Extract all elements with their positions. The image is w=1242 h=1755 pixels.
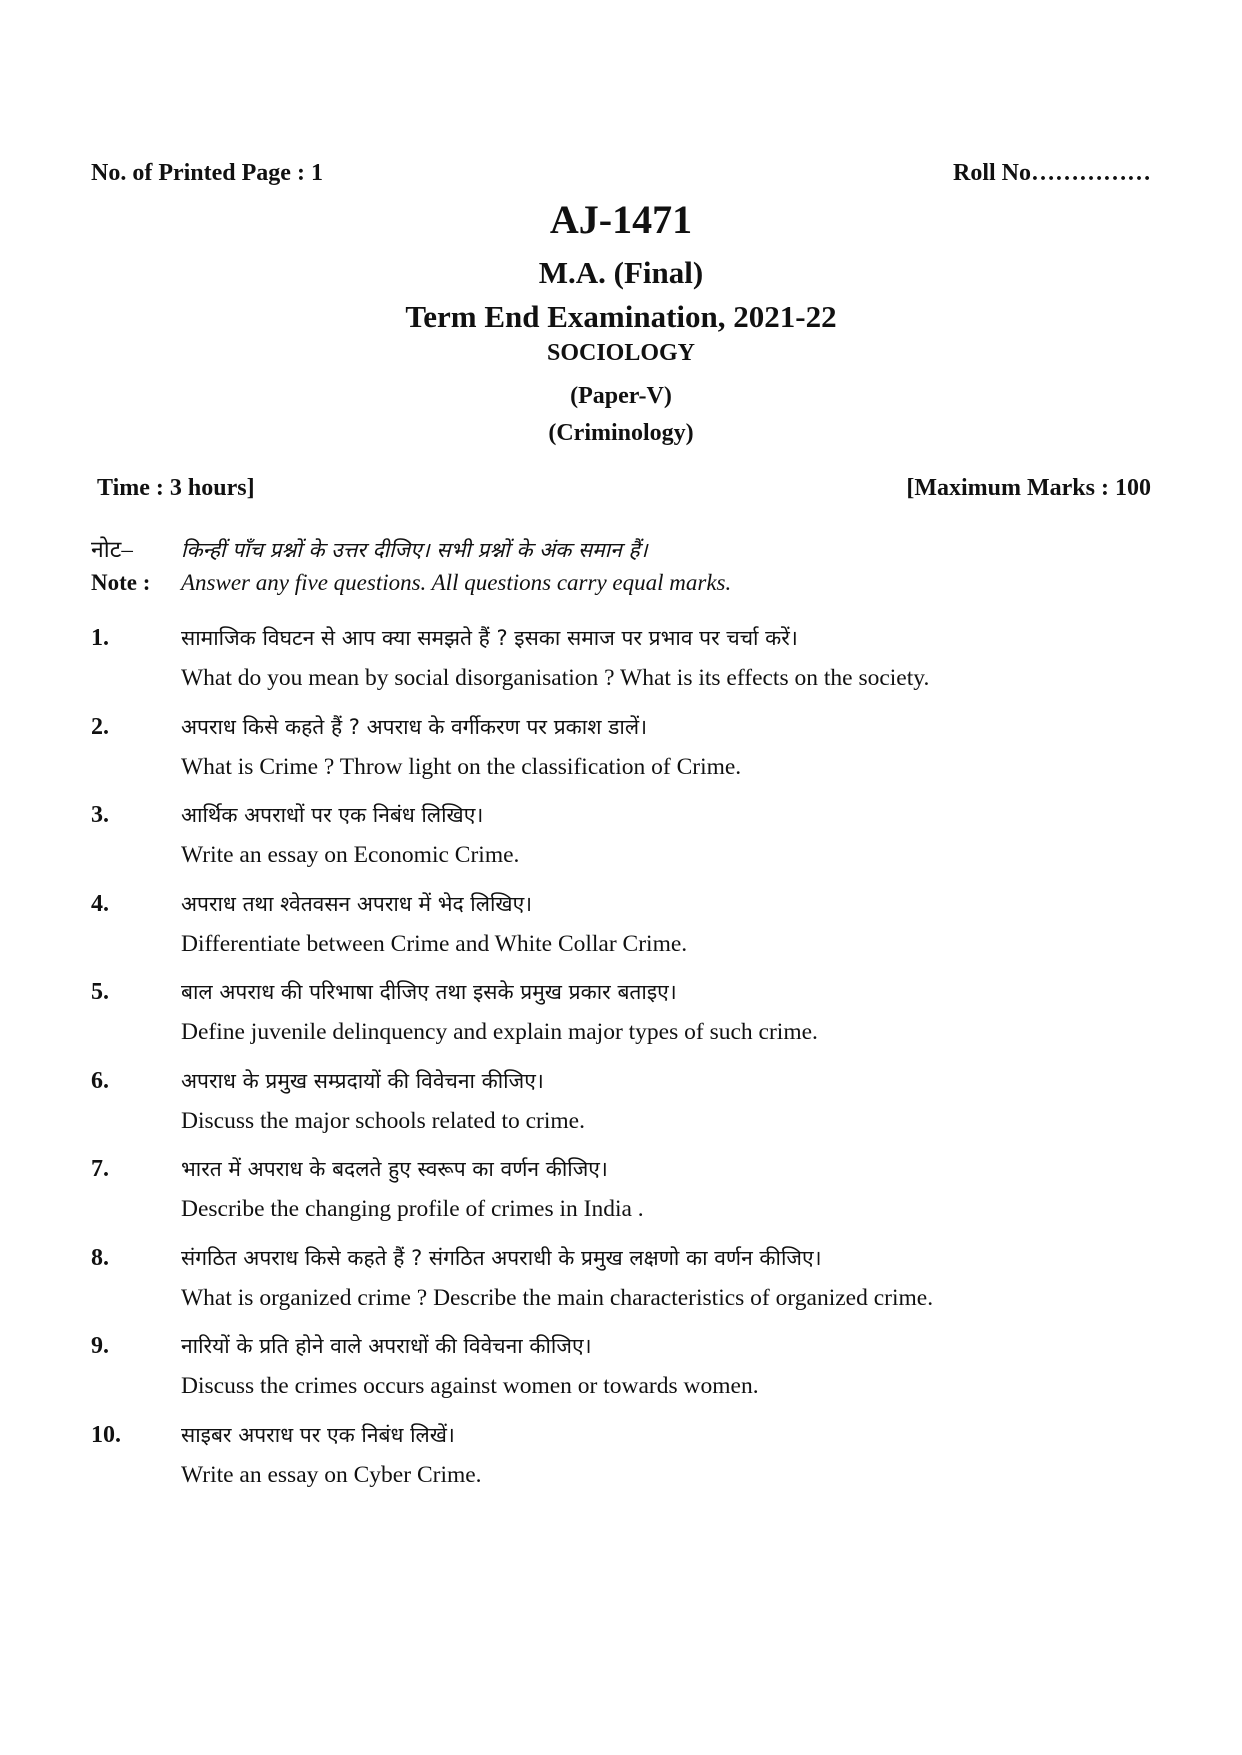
question-hindi: भारत में अपराध के बदलते हुए स्वरूप का वर्णन कीजिए।	[181, 1157, 608, 1181]
note-english-label: Note :	[91, 570, 151, 595]
question-english: Define juvenile delinquency and explain major types of such crime.	[181, 1019, 818, 1045]
paper-number: (Paper-V)	[570, 383, 672, 409]
question-body	[181, 707, 741, 796]
question-item	[91, 1238, 1151, 1327]
paper-code: AJ-1471	[549, 197, 693, 242]
question-number: 6.	[91, 1067, 109, 1094]
question-item	[91, 1149, 1151, 1238]
question-english: What do you mean by social disorganisation ? What is its effects on the society.	[181, 665, 930, 691]
question-english: Write an essay on Economic Crime.	[181, 842, 520, 868]
question-number: 10.	[91, 1421, 121, 1448]
question-hindi: आर्थिक अपराधों पर एक निबंध लिखिए।	[181, 803, 484, 827]
question-number: 9.	[91, 1333, 109, 1359]
question-item	[91, 972, 1151, 1061]
question-hindi: अपराध के प्रमुख सम्प्रदायों की विवेचना कीजिए।	[181, 1068, 544, 1093]
question-number: 8.	[91, 1244, 109, 1271]
question-item	[91, 884, 1151, 973]
question-item	[91, 1415, 1151, 1504]
subject-title: SOCIOLOGY	[546, 340, 696, 366]
question-body	[181, 884, 687, 973]
question-hindi: सामाजिक विघटन से आप क्या समझते हैं ? इसका समाज पर प्रभाव पर चर्चा करें।	[181, 626, 798, 650]
question-english: Write an essay on Cyber Crime.	[181, 1461, 482, 1488]
question-body	[181, 1415, 482, 1504]
question-hindi: अपराध किसे कहते हैं ? अपराध के वर्गीकरण पर प्रकाश डालें।	[181, 714, 648, 739]
header-top-row	[91, 160, 1151, 187]
paper-topic: (Criminology)	[548, 420, 694, 446]
question-hindi: साइबर अपराध पर एक निबंध लिखें।	[181, 1422, 455, 1447]
question-number: 7.	[91, 1156, 109, 1182]
question-body	[181, 972, 818, 1061]
question-hindi: संगठित अपराध किसे कहते हैं ? संगठित अपराधी के प्रमुख लक्षणो का वर्णन कीजिए।	[181, 1245, 822, 1270]
question-number: 4.	[91, 890, 109, 917]
question-english: What is Crime ? Throw light on the classification of Crime.	[181, 753, 742, 780]
question-item	[91, 618, 1151, 707]
question-english: Differentiate between Crime and White Collar Crime.	[181, 930, 688, 957]
question-hindi: बाल अपराध की परिभाषा दीजिए तथा इसके प्रमुख प्रकार बताइए।	[181, 980, 677, 1004]
question-body	[181, 1149, 644, 1238]
exam-title: Term End Examination, 2021-22	[405, 299, 837, 334]
exam-meta-row	[97, 475, 1151, 502]
question-body	[181, 795, 519, 884]
note-hindi	[91, 532, 648, 564]
time-allowed: Time : 3 hours]	[97, 475, 255, 501]
question-english: What is organized crime ? Describe the main characteristics of organized crime.	[181, 1284, 934, 1311]
note-hindi-text: किन्हीं पाँच प्रश्नों के उत्तर दीजिए। सभी प्रश्नों के अंक समान हैं।	[181, 538, 648, 562]
printed-pages: No. of Printed Page : 1	[91, 160, 323, 186]
note-hindi-label: नोट–	[91, 537, 133, 562]
question-item	[91, 707, 1151, 796]
roll-no: Roll No……………	[953, 160, 1151, 186]
question-item	[91, 795, 1151, 884]
question-english: Describe the changing profile of crimes in India .	[181, 1196, 644, 1222]
note-english	[91, 570, 731, 596]
note-english-text: Answer any five questions. All questions carry equal marks.	[181, 570, 732, 595]
question-hindi: अपराध तथा श्वेतवसन अपराध में भेद लिखिए।	[181, 891, 533, 916]
question-item	[91, 1326, 1151, 1415]
question-body	[181, 1061, 585, 1150]
degree-title: M.A. (Final)	[538, 255, 704, 290]
question-body	[181, 1238, 933, 1327]
question-body	[181, 618, 929, 707]
question-item	[91, 1061, 1151, 1150]
question-number: 3.	[91, 802, 109, 828]
question-english: Discuss the crimes occurs against women or towards women.	[181, 1373, 759, 1399]
question-number: 2.	[91, 713, 109, 740]
question-number: 1.	[91, 625, 109, 651]
question-english: Discuss the major schools related to crime.	[181, 1107, 585, 1134]
question-number: 5.	[91, 979, 109, 1005]
question-hindi: नारियों के प्रति होने वाले अपराधों की विवेचना कीजिए।	[181, 1334, 592, 1358]
maximum-marks: [Maximum Marks : 100	[906, 475, 1151, 501]
question-list	[91, 618, 1151, 1503]
question-body	[181, 1326, 759, 1415]
